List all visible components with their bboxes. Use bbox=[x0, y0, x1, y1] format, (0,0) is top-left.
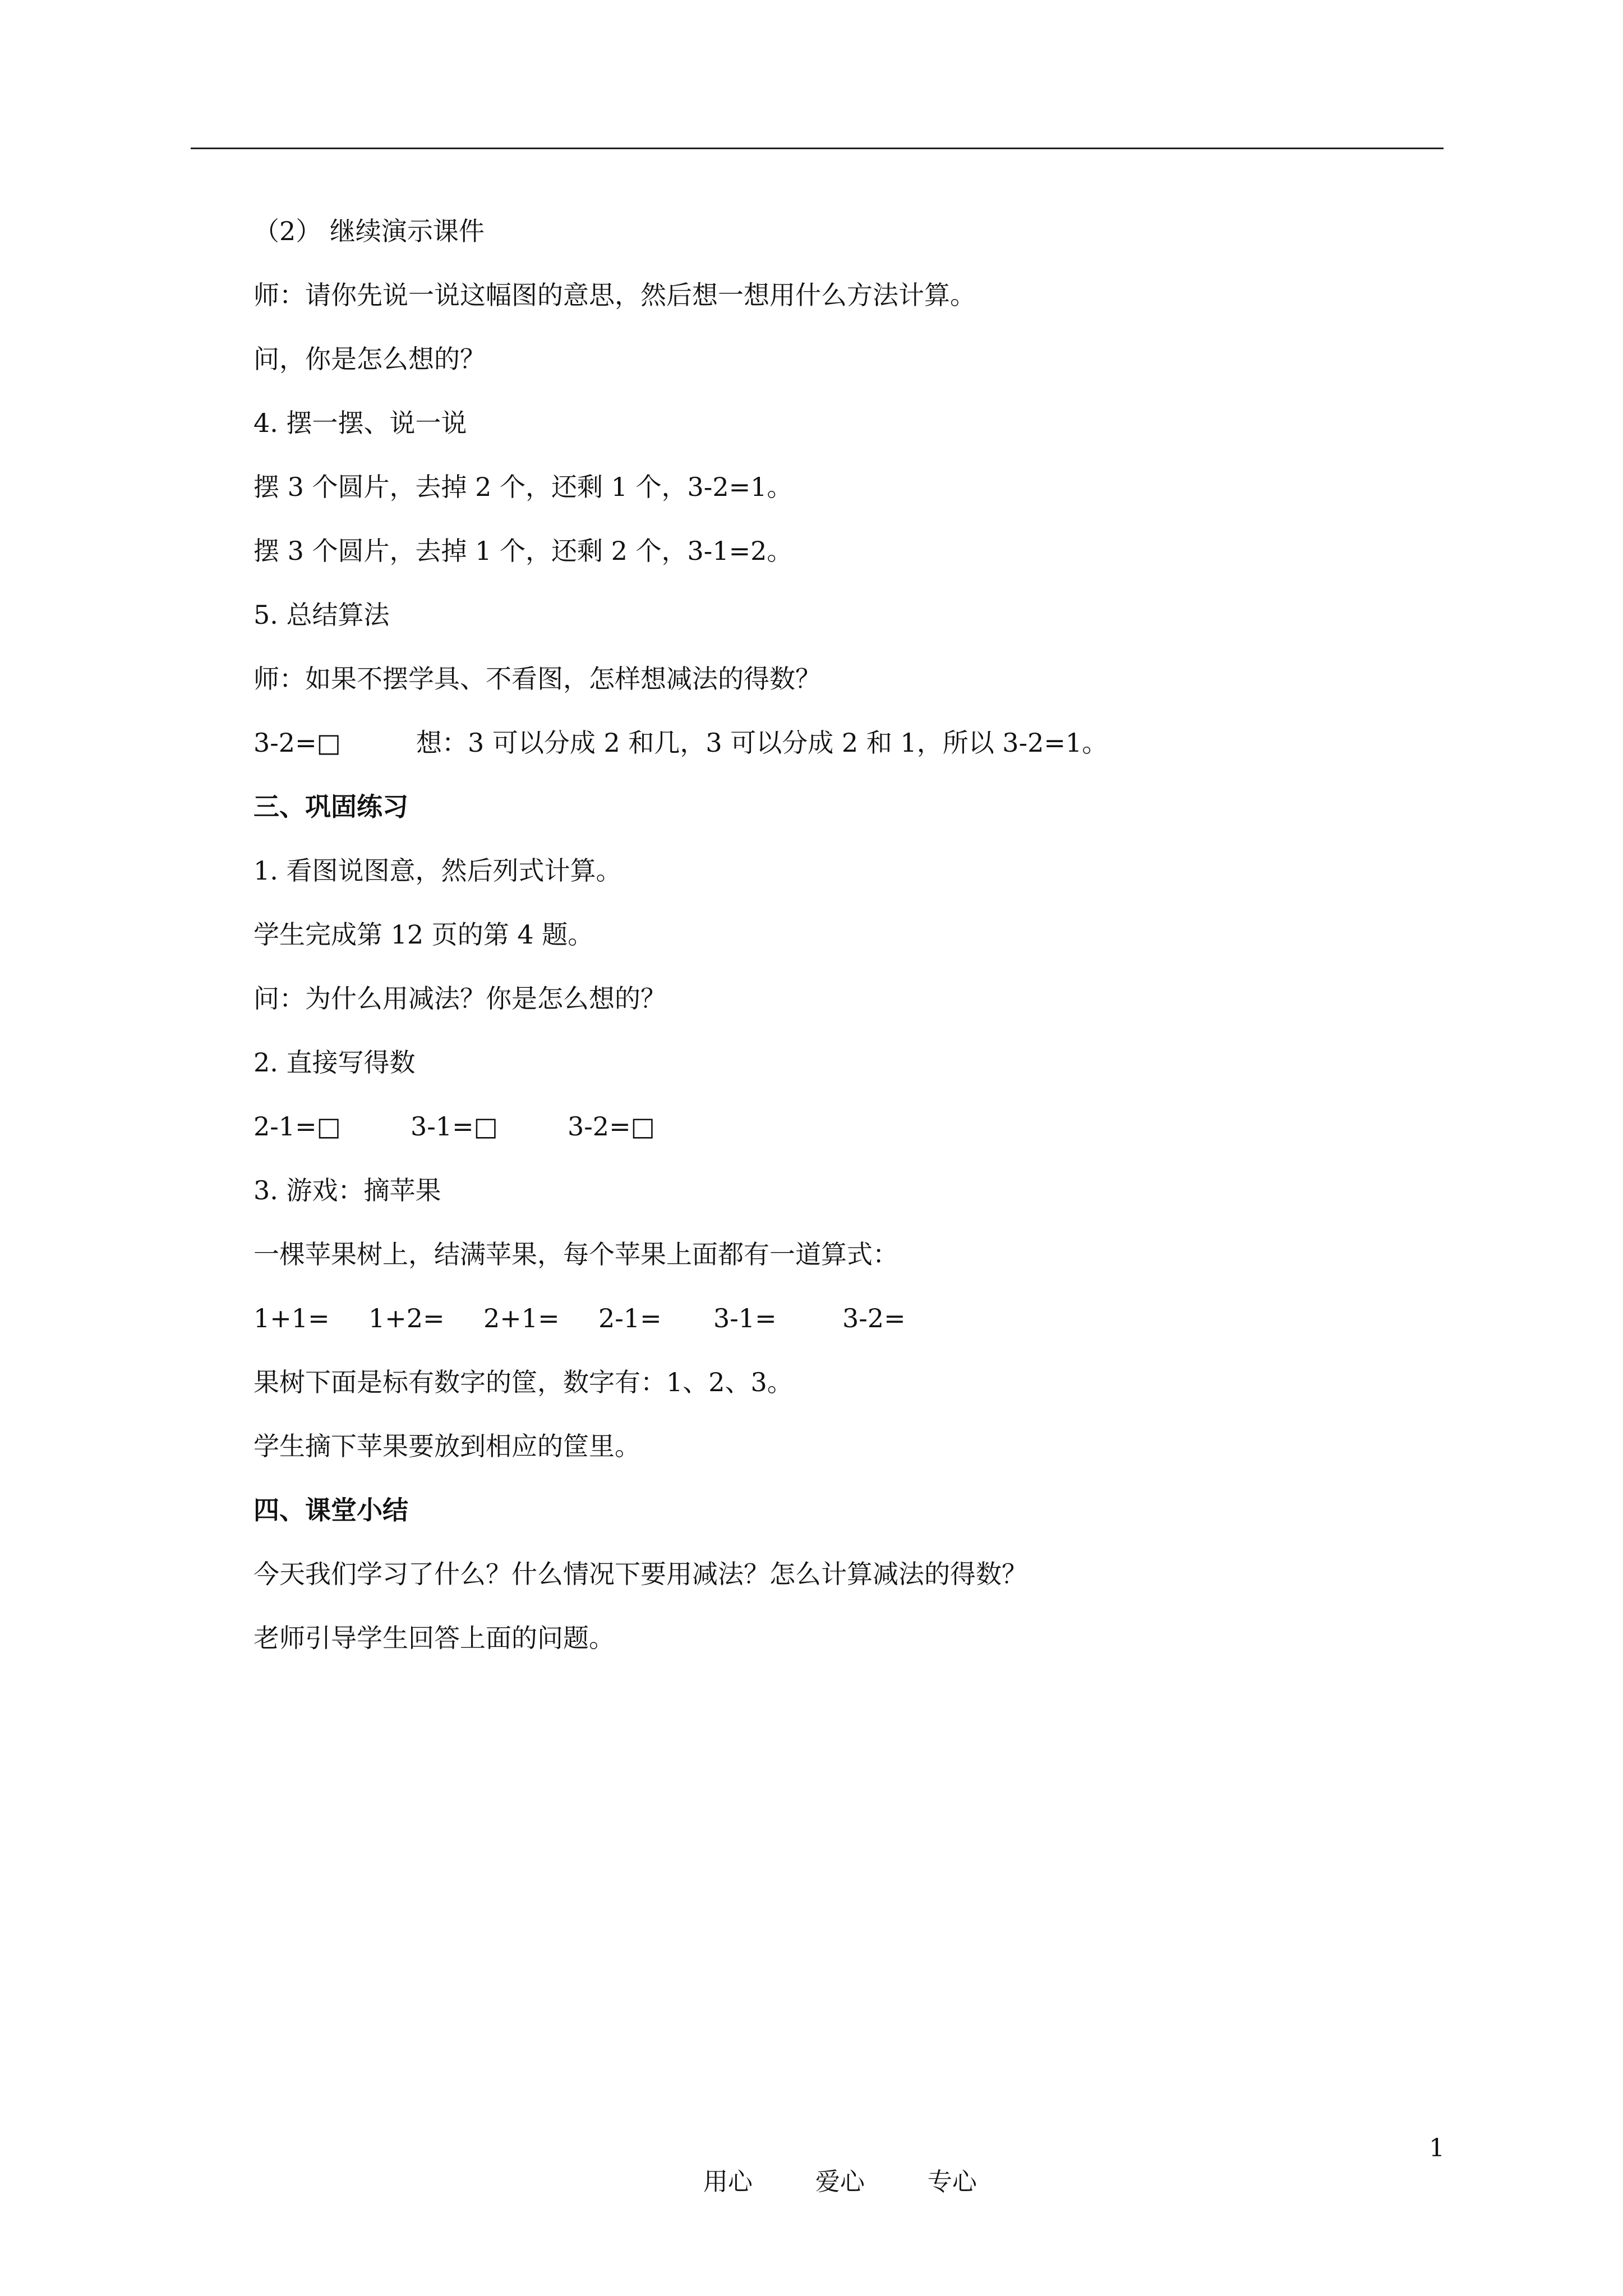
page-number: 1 bbox=[1429, 2134, 1445, 2162]
text-line: （2） 继续演示课件 bbox=[253, 216, 485, 246]
text-line: 1. 看图说图意，然后列式计算。 bbox=[253, 855, 622, 886]
equation-cell: 3-1= bbox=[713, 1303, 777, 1333]
text-line: 师：如果不摆学具、不看图，怎样想减法的得数？ bbox=[253, 664, 821, 694]
equation-cell: 3-2=□ bbox=[568, 1111, 656, 1142]
text-line: 师：请你先说一说这幅图的意思，然后想一想用什么方法计算。 bbox=[253, 280, 976, 310]
text-line: 果树下面是标有数字的筐，数字有：1、2、3。 bbox=[253, 1367, 793, 1397]
equation-cell: 3-2= bbox=[842, 1303, 906, 1333]
page-footer bbox=[0, 2132, 1623, 2196]
equation-cell: 3-2=□ bbox=[253, 728, 342, 758]
text-line: 学生摘下苹果要放到相应的筐里。 bbox=[253, 1431, 640, 1461]
text-line: 4. 摆一摆、说一说 bbox=[253, 408, 467, 438]
text-line: 摆 3 个圆片，去掉 2 个，还剩 1 个，3-2=1。 bbox=[253, 472, 793, 502]
text-line: 今天我们学习了什么？什么情况下要用减法？怎么计算减法的得数？ bbox=[253, 1559, 1027, 1589]
equation-row bbox=[253, 1296, 1431, 1360]
text-line: 问：为什么用减法？你是怎么想的？ bbox=[253, 983, 666, 1014]
text-line: 学生完成第 12 页的第 4 题。 bbox=[253, 919, 594, 950]
text-line: 老师引导学生回答上面的问题。 bbox=[253, 1623, 615, 1653]
section-heading: 四、课堂小结 bbox=[253, 1495, 408, 1525]
text-line: 一棵苹果树上，结满苹果，每个苹果上面都有一道算式： bbox=[253, 1239, 898, 1269]
footer-motto-item: 专心 bbox=[927, 2168, 977, 2196]
footer-motto bbox=[656, 2132, 977, 2233]
equation-cell: 2-1= bbox=[598, 1303, 662, 1333]
equation-cell: 1+1= bbox=[253, 1303, 330, 1333]
equation-cell: 想：3 可以分成 2 和几，3 可以分成 2 和 1，所以 3-2=1。 bbox=[416, 728, 1108, 758]
text-line: 5. 总结算法 bbox=[253, 600, 390, 630]
equation-cell: 3-1=□ bbox=[411, 1111, 499, 1142]
text-line: 摆 3 个圆片，去掉 1 个，还剩 2 个，3-1=2。 bbox=[253, 536, 793, 566]
footer-motto-item: 爱心 bbox=[815, 2168, 865, 2196]
equation-row bbox=[253, 720, 1431, 784]
text-line: 问，你是怎么想的？ bbox=[253, 344, 486, 374]
text-line: 2. 直接写得数 bbox=[253, 1047, 416, 1078]
footer-motto-item: 用心 bbox=[703, 2168, 753, 2196]
equation-row bbox=[253, 1104, 1431, 1168]
equation-cell: 2+1= bbox=[483, 1303, 560, 1333]
document-body bbox=[253, 209, 1431, 1680]
section-heading: 三、巩固练习 bbox=[253, 792, 408, 822]
header-rule bbox=[191, 148, 1444, 149]
text-line: 3. 游戏：摘苹果 bbox=[253, 1175, 441, 1205]
equation-cell: 1+2= bbox=[368, 1303, 445, 1333]
equation-cell: 2-1=□ bbox=[253, 1111, 342, 1142]
